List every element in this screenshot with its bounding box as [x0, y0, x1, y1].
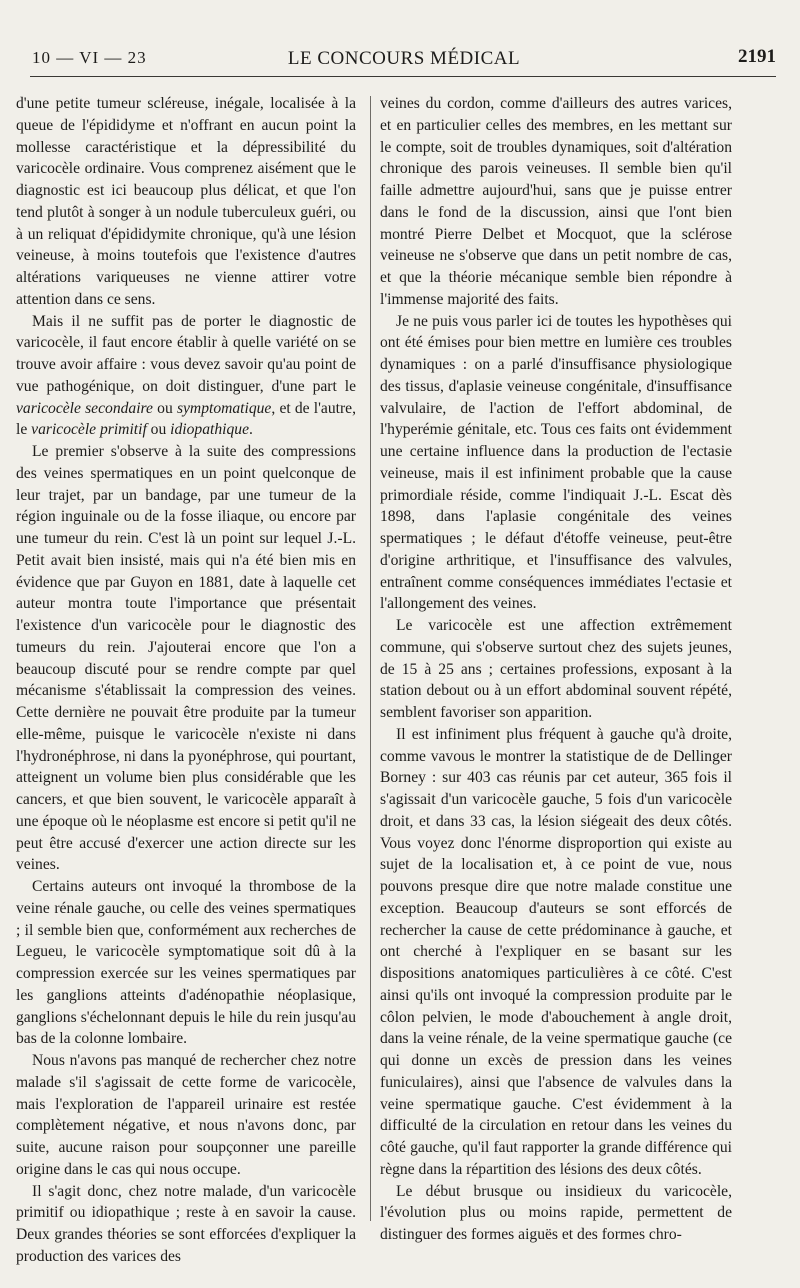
left-column	[16, 93, 356, 1268]
right-column	[380, 93, 732, 1246]
paragraph: Nous n'avons pas manqué de rechercher chez notre malade s'il s'agissait de cette forme de varicocèle, mais l'exploration de l'appareil urinaire est restée complètement négative, et nous n'avons donc, par suite, aucune raison pour soupçonner une pareille origine dans le cas qui nous occupe.	[16, 1052, 356, 1178]
paragraph: Il s'agit donc, chez notre malade, d'un varicocèle primitif ou idiopathique ; reste à en savoir la cause. Deux grandes théories se sont efforcées d'expliquer la production des varices des	[16, 1182, 356, 1265]
paragraph: Je ne puis vous parler ici de toutes les hypothèses qui ont été émises pour bien mettre en lumière ces troubles dynamiques : on a parlé d'insuffisance physiologique des tissus, d'aplasie veineuse congénitale, d'insuffisance valvulaire, de l'action de l'effort abdominal, de l'hyperémie génitale, etc. Tous ces faits ont évidemment une certaine influence dans la production de l'ectasie veineuse, mais il est infiniment probable que la cause primordiale réside, comme l'indiquait J.-L. Escat dès 1898, dans l'aplasie congénitale des veines spermatiques ; le défaut d'étoffe veineuse, peut-être d'origine arthritique, et l'insuffisance des valvules, entraînent comme conséquences immédiates l'ectasie et l'allongement des veines.	[380, 312, 732, 613]
term-secondary: varicocèle secondaire	[16, 399, 153, 417]
paragraph: veines du cordon, comme d'ailleurs des autres varices, et en particulier celles des membres, en les mettant sur le compte, soit de troubles dynamiques, soit d'altération chronique des parois veineuses. Il semble bien qu'il faille admettre aujourd'hui, sans que je puisse entrer dans le fond de la discussion, ainsi que l'ont bien montré Pierre Delbet et Mocquot, que la sclérose veineuse ne s'observe que dans un petit nombre de cas, et que la théorie mécanique semble bien répondre à l'immense majorité des faits.	[380, 95, 732, 308]
page-number: 2191	[738, 46, 776, 67]
header-rule	[30, 76, 776, 77]
term-symptomatic: symptomatique	[176, 399, 272, 417]
paragraph: Le début brusque ou insidieux du varicocèle, l'évolution plus ou moins rapide, permettent de distinguer des formes aiguës et des formes chro-	[380, 1182, 732, 1243]
term-idiopathic: idiopathique	[170, 421, 250, 439]
issue-date: 10 — VI — 23	[32, 48, 147, 67]
column-divider	[370, 96, 371, 1221]
paragraph: Le premier s'observe à la suite des compressions des veines spermatiques en un point quelconque de leur trajet, par un bandage, par une tumeur de la région inguinale ou de la fosse iliaque, ou encore par une tumeur du rein. C'est là un point sur lequel J.-L. Petit avait bien insisté, mais qui n'a été bien mis en évidence que par Guyon en 1881, date à laquelle cet auteur montra toute l'importance que présentait l'existence d'un varicocèle pour le diagnostic des tumeurs du rein. J'ajouterai encore que l'on a beaucoup discuté pour se rendre compte par quel mécanisme s'établissait la compression des veines. Cette dernière ne pouvait être produite par la tumeur elle-même, puisque le varicocèle n'existe ni dans l'hydronéphrose, ni dans la pyonéphrose, qui pourtant, atteignent un volume bien plus considérable que les cancers, et que bien souvent, le varicocèle apparaît à une époque où le néoplasme est encore si petit qu'il ne peut être accusé d'exercer une action directe sur les veines.	[16, 443, 356, 874]
paragraph: Il est infiniment plus fréquent à gauche qu'à droite, comme vavous le montrer la statistique de de Dellinger Borney : sur 403 cas réunis par cet auteur, 365 fois il s'agissait d'un varicocèle gauche, 5 fois d'un varicocèle droit, et dans 33 cas, la lésion siégeait des deux côtés. Vous voyez donc l'énorme disproportion qui existe au sujet de la localisation et, à ce point de vue, nous pouvons presque dire que notre malade constitue une exception. Beaucoup d'auteurs se sont efforcés de rechercher la cause de cette prédominance à gauche, et ont cherché à l'expliquer en se basant sur les dispositions anatomiques particulières à ce côté. C'est ainsi qu'ils ont invoqué la compression produite par le côlon pelvien, le mode d'abouchement à angle droit, dans la veine rénale, de la veine spermatique gauche (ce qui donne un excès de pression dans les veines funiculaires), ainsi que l'absence de valvules dans la veine spermatique gauche. C'est évidemment à la difficulté de la circulation en retour dans les veines du côté gauche, qu'il faut rapporter la grande différence qui règne dans la répartition des lésions des deux côtés.	[380, 725, 732, 1178]
paragraph: Mais il ne suffit pas de porter le diagnostic de varicocèle, il faut encore établir à quelle variété on se trouve avoir affaire : vous devez savoir qu'au point de vue pathogénique, on doit distinguer, d'une part le varicocèle secondaire ou symptomatique, et de l'autre, le varicocèle primitif ou idiopathique.	[16, 312, 356, 439]
page-header	[32, 44, 776, 74]
paragraph: Le varicocèle est une affection extrêmement commune, qui s'observe surtout chez des sujets jeunes, de 15 à 25 ans ; certaines professions, exposant à la station debout ou à un effort abdominal souvent répété, semblent favoriser son apparition.	[380, 617, 732, 721]
term-primitive: varicocèle primitif	[31, 421, 147, 439]
paragraph: d'une petite tumeur scléreuse, inégale, localisée à la queue de l'épididyme et n'offrant en aucun point la mollesse caractéristique et la dépressibilité du varicocèle ordinaire. Vous comprenez aisément que le diagnostic est ici beaucoup plus délicat, et que l'on tend plutôt à songer à un nodule tuberculeux guéri, ou à un reliquat d'épididymite chronique, qu'à une lésion veineuse, à moins toutefois que l'existence d'autres altérations variqueuses ne vienne attirer votre attention dans ce sens.	[16, 95, 356, 308]
journal-title: LE CONCOURS MÉDICAL	[287, 48, 521, 69]
paragraph: Certains auteurs ont invoqué la thrombose de la veine rénale gauche, ou celle des veines spermatiques ; il semble bien que, conformément aux recherches de Legueu, le varicocèle symptomatique soit dû à la compression exercée sur les veines spermatiques par les ganglions atteints d'adénopathie néoplasique, ganglions s'échelonnant depuis le hile du rein jusqu'au bas de la colonne lombaire.	[16, 878, 356, 1048]
